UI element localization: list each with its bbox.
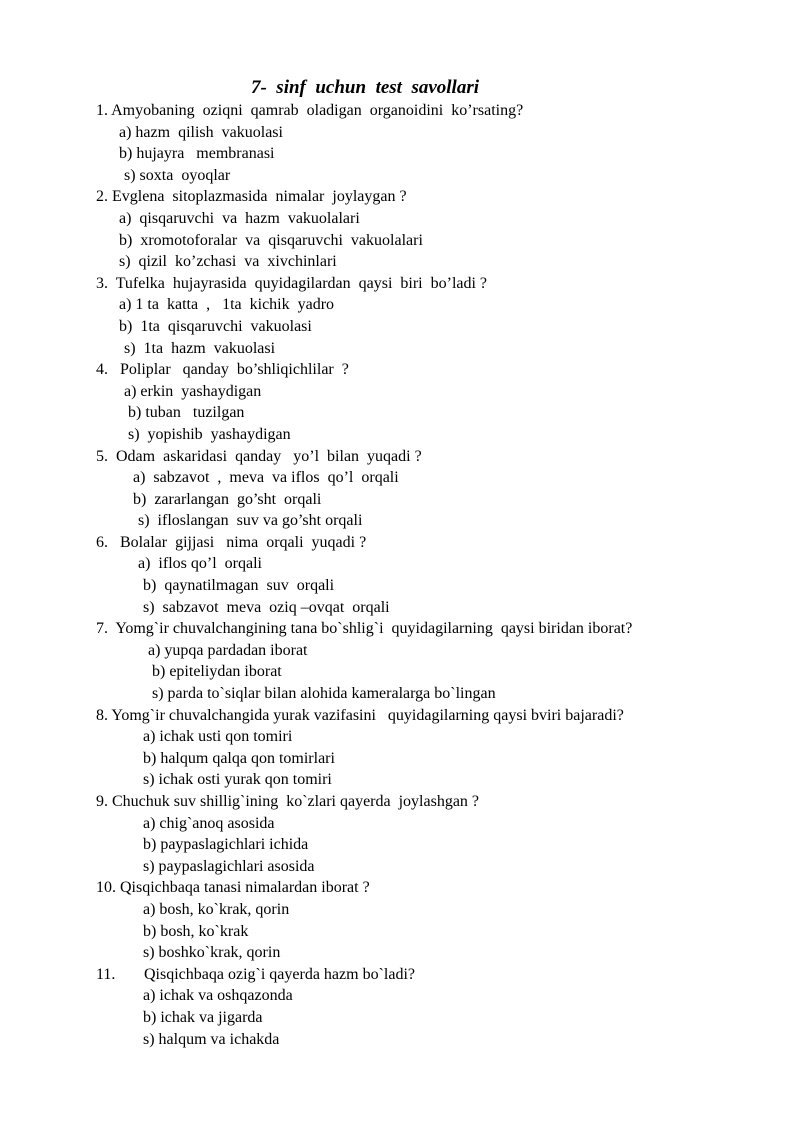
question-3-option-a: a) 1 ta katta , 1ta kichik yadro — [119, 296, 335, 314]
question-4-option-s: s) yopishib yashaydigan — [128, 425, 291, 443]
question-9-option-s: s) paypaslagichlari asosida — [143, 857, 315, 875]
question-7-option-s: s) parda to`siqlar bilan alohida kameralarga bo`lingan — [152, 685, 496, 703]
question-6: 6. Bolalar gijjasi nima orqali yuqadi ? — [96, 533, 367, 551]
question-2-option-s: s) qizil ko’zchasi va xivchinlari — [119, 253, 337, 271]
question-2: 2. Evglena sitoplazmasida nimalar joylaygan ? — [96, 188, 407, 206]
question-9-option-a: a) chig`anoq asosida — [143, 814, 275, 832]
question-8-option-b: b) halqum qalqa qon tomirlari — [143, 749, 335, 767]
question-1: 1. Amyobaning oziqni qamrab oladigan organoidini ko’rsating? — [96, 102, 524, 119]
question-list — [0, 100, 800, 1050]
question-5-option-a: a) sabzavot , meva va iflos qo’l orqali — [133, 469, 399, 487]
question-6-option-s: s) sabzavot meva oziq –ovqat orqali — [143, 598, 390, 616]
question-7: 7. Yomg`ir chuvalchangining tana bo`shlig`i quyidagilarning qaysi biridan iborat? — [96, 620, 633, 638]
question-3: 3. Tufelka hujayrasida quyidagilardan qaysi biri bo’ladi ? — [96, 274, 488, 292]
question-5-option-b: b) zararlangan go’sht orqali — [133, 490, 322, 508]
question-8: 8. Yomg`ir chuvalchangida yurak vazifasini quyidagilarning qaysi bviri bajaradi? — [96, 706, 624, 724]
question-11-option-a: a) ichak va oshqazonda — [143, 987, 293, 1005]
question-7-option-a: a) yupqa pardadan iborat — [148, 641, 308, 659]
question-5-option-s: s) ifloslangan suv va go’sht orqali — [138, 512, 363, 530]
question-10-option-s: s) boshko`krak, qorin — [143, 944, 281, 962]
question-3-option-s: s) 1ta hazm vakuolasi — [124, 339, 276, 357]
question-1-option-a: a) hazm qilish vakuolasi — [119, 123, 283, 141]
question-1-option-b: b) hujayra membranasi — [119, 145, 275, 163]
question-8-option-a: a) ichak usti qon tomiri — [143, 728, 293, 746]
question-10-option-a: a) bosh, ko`krak, qorin — [143, 900, 290, 918]
question-1-option-s: s) soxta oyoqlar — [124, 166, 231, 184]
question-6-option-b: b) qaynatilmagan suv orqali — [143, 577, 335, 595]
question-4: 4. Poliplar qanday bo’shliqichlilar ? — [96, 361, 349, 379]
question-9: 9. Chuchuk suv shillig`ining ko`zlari qayerda joylashgan ? — [96, 793, 480, 810]
question-6-option-a: a) iflos qo’l orqali — [138, 555, 262, 573]
question-10-option-b: b) bosh, ko`krak — [143, 922, 249, 940]
question-11-text: Qisqichbaqa ozig`i qayerda hazm bo`ladi? — [144, 965, 415, 983]
question-5: 5. Odam askaridasi qanday yo’l bilan yuqadi ? — [96, 447, 422, 465]
question-11-number: 11. — [96, 965, 116, 983]
question-11-option-b: b) ichak va jigarda — [143, 1008, 263, 1026]
question-3-option-b: b) 1ta qisqaruvchi vakuolasi — [119, 317, 312, 335]
page-title: 7- sinf uchun test savollari — [250, 77, 480, 98]
question-7-option-b: b) epiteliydan iborat — [152, 663, 282, 681]
question-11 — [0, 964, 800, 986]
question-8-option-s: s) ichak osti yurak qon tomiri — [143, 771, 332, 789]
question-4-option-b: b) tuban tuzilgan — [128, 404, 245, 422]
question-10: 10. Qisqichbaqa tanasi nimalardan iborat ? — [96, 879, 370, 897]
question-4-option-a: a) erkin yashaydigan — [124, 382, 262, 400]
question-9-option-b: b) paypaslagichlari ichida — [143, 836, 309, 854]
question-11-option-s: s) halqum va ichakda — [143, 1030, 280, 1048]
question-2-option-b: b) xromotoforalar va qisqaruvchi vakuolalari — [119, 231, 423, 249]
question-2-option-a: a) qisqaruvchi va hazm vakuolalari — [119, 209, 360, 227]
